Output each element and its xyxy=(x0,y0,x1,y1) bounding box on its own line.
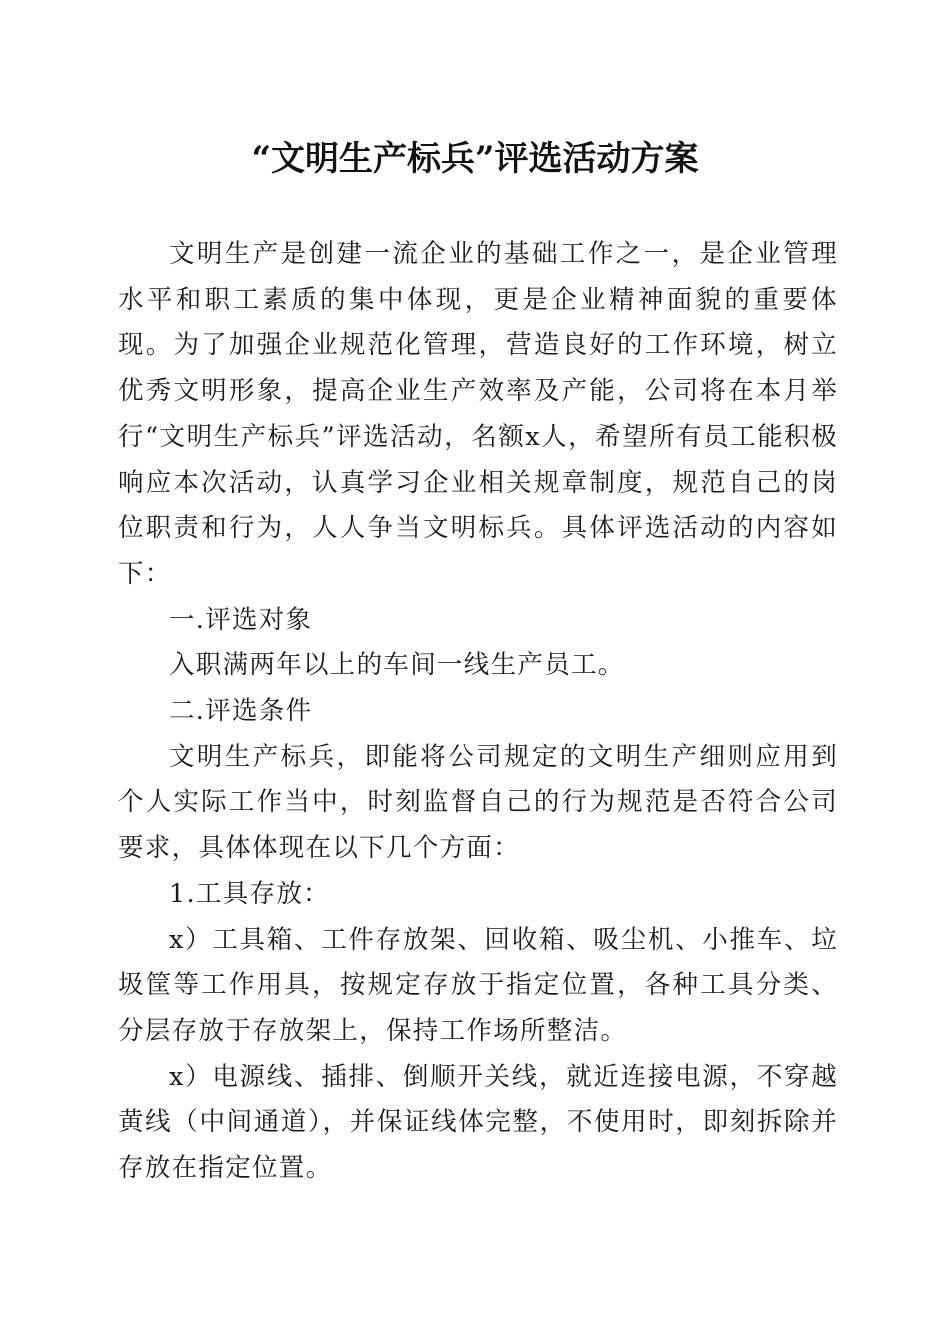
tool-storage-item-paragraph: x）工具箱、工件存放架、回收箱、吸尘机、小推车、垃圾筐等工作用具，按规定存放于指定位置，各种工具分类、分层存放于存放架上，保持工作场所整洁。 xyxy=(118,924,838,1046)
document-body xyxy=(118,232,838,1192)
subheading-tool-storage: 1.工具存放： xyxy=(169,878,330,909)
section-heading-selection-target: 一.评选对象 xyxy=(169,604,313,635)
document-title: “文明生产标兵”评选活动方案 xyxy=(251,139,699,179)
selection-target-paragraph: 入职满两年以上的车间一线生产员工。 xyxy=(169,650,625,681)
power-cable-item-paragraph: x）电源线、插排、倒顺开关线，就近连接电源，不穿越黄线（中间通道），并保证线体完整，不使用时，即刻拆除并存放在指定位置。 xyxy=(118,1061,838,1184)
intro-paragraph: 文明生产是创建一流企业的基础工作之一，是企业管理水平和职工素质的集中体现，更是企业精神面貌的重要体现。为了加强企业规范化管理，营造良好的工作环境，树立优秀文明形象，提高企业生产效率及产能，公司将在本月举行“文明生产标兵”评选活动，名额x人，希望所有员工能积极响应本次活动，认真学习企业相关规章制度，规范自己的岗位职责和行为，人人争当文明标兵。具体评选活动的内容如下： xyxy=(118,239,838,589)
selection-criteria-paragraph: 文明生产标兵，即能将公司规定的文明生产细则应用到个人实际工作当中，时刻监督自己的行为规范是否符合公司要求，具体体现在以下几个方面： xyxy=(118,741,838,864)
section-heading-selection-criteria: 二.评选条件 xyxy=(169,696,313,727)
